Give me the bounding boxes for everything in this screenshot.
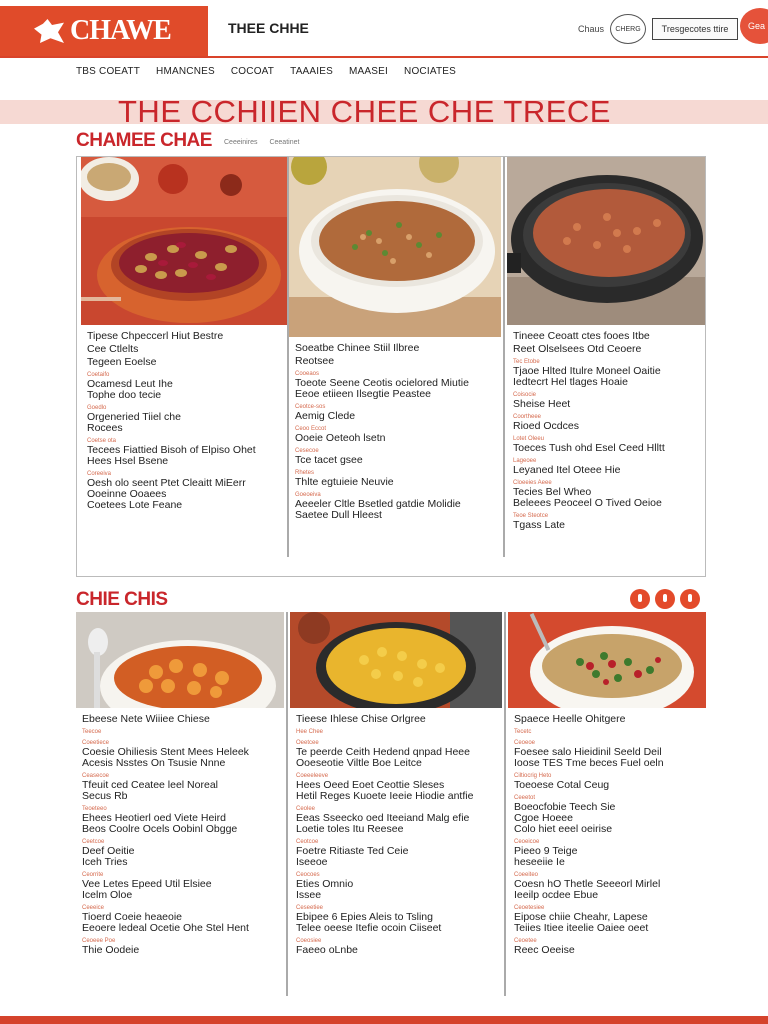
corn-pan-image bbox=[290, 612, 502, 708]
recipe-line: Toeoese Cotal Ceug bbox=[514, 779, 610, 791]
recipe-line: Ioose TES Tme beces Fuel oeln bbox=[514, 757, 664, 769]
recipe-line: Eipose chiie Cheahr, Lapese bbox=[514, 911, 648, 923]
nav-item[interactable]: MAASEI bbox=[349, 66, 389, 77]
hero-title: THE CCHIIEN CHEE CHE TRECE bbox=[118, 94, 611, 129]
recipe-line: Vee Letes Epeed Util Elsiee bbox=[82, 878, 212, 890]
recipe-line: Thlte egtuieie Neuvie bbox=[295, 476, 394, 488]
top-link[interactable]: Chaus bbox=[578, 24, 605, 34]
recipe-card[interactable] bbox=[81, 157, 287, 511]
recipe-text bbox=[81, 325, 287, 511]
logo-text: CHAWE bbox=[70, 15, 171, 46]
recipe-image[interactable] bbox=[508, 612, 706, 708]
recipe-line: Reec Oeeise bbox=[514, 944, 575, 956]
recipe-line: Tioerd Coeie heaeoie bbox=[82, 911, 183, 923]
recipe-tag: Ciltiocrig Heto bbox=[514, 773, 552, 779]
recipe-line: Ieeilp ocdee Ebue bbox=[514, 889, 599, 901]
recipe-row bbox=[76, 612, 706, 996]
nav-item[interactable]: NOCIATES bbox=[404, 66, 457, 77]
recipe-line: Eeoere ledeal Ocetie Ohe Stel Hent bbox=[82, 922, 249, 934]
nav-item[interactable]: TBS COEATT bbox=[76, 66, 141, 77]
chickpea-bowl-image bbox=[76, 612, 284, 708]
recipe-card[interactable] bbox=[289, 157, 501, 521]
recipe-tag: Coeeeleeve bbox=[296, 773, 329, 779]
recipe-tag: Coeeiteo bbox=[514, 872, 539, 878]
recipe-tag: Coeetiece bbox=[82, 740, 110, 746]
recipe-line: Coesn hO Thetle Seeeorl Mirlel bbox=[514, 878, 661, 890]
recipe-tag: Teoeteeo bbox=[82, 806, 107, 812]
recipe-tag: Coortheee bbox=[513, 414, 542, 420]
recipe-tag: Ceeetot bbox=[514, 795, 536, 801]
recipe-tag: Coeosiee bbox=[296, 938, 322, 944]
recipe-line: Ooeie Oeteoh lsetn bbox=[295, 432, 386, 444]
recipe-line: Tjaoe Hlted Itulre Moneel Oaitie bbox=[513, 365, 661, 377]
carousel-dot-icon[interactable] bbox=[680, 589, 700, 609]
nav-item[interactable]: TAAAIES bbox=[290, 66, 334, 77]
recipe-line: Acesis Nsstes On Tsusie Nnne bbox=[82, 757, 226, 769]
recipe-tag: Ceorrite bbox=[82, 872, 104, 878]
recipe-tag: Ceotcoe bbox=[296, 839, 319, 845]
recipe-text bbox=[290, 708, 502, 956]
main-nav bbox=[76, 66, 456, 77]
recipe-tag: Goeoeiva bbox=[295, 492, 321, 498]
recipe-line: Coetees Lote Feane bbox=[87, 499, 183, 511]
recipe-title[interactable]: Tipese Chpeccerl Hiut Bestre bbox=[87, 330, 224, 342]
section-sub-item[interactable]: Ceeatinet bbox=[269, 139, 300, 146]
pan-image bbox=[507, 157, 705, 325]
recipe-tag: Ceotce-sos bbox=[295, 404, 326, 410]
carousel-controls bbox=[630, 589, 700, 609]
recipe-text bbox=[289, 337, 501, 521]
recipe-line: Orgeneried Tiiel che bbox=[87, 411, 181, 423]
recipe-line: Beleees Peoceel O Tived Oeioe bbox=[513, 497, 662, 509]
recipe-line: Foetre Ritiaste Ted Ceie bbox=[296, 845, 409, 857]
recipe-line: Boeocfobie Teech Sie bbox=[514, 801, 616, 813]
recipe-line: Ooeseotie Viltle Boe Leitce bbox=[296, 757, 422, 769]
nav-item[interactable]: HMANCNES bbox=[156, 66, 215, 77]
recipe-image[interactable] bbox=[289, 157, 501, 337]
recipe-tag: Ceocoes bbox=[296, 872, 320, 878]
recipe-line: Leyaned Itel Oteee Hie bbox=[513, 464, 621, 476]
recipe-line: Teiies Itiee iteelie Oaiee oeet bbox=[514, 922, 649, 934]
recipe-card[interactable] bbox=[290, 612, 502, 956]
recipe-line: Toeote Seene Ceotis ocielored Miutie bbox=[295, 377, 469, 389]
recipe-line: Loetie toles Itu Reesee bbox=[296, 823, 404, 835]
recipe-line: Tfeuit ced Ceatee leel Noreal bbox=[82, 779, 218, 791]
recipe-line: Ehees Heotierl oed Viete Heird bbox=[82, 812, 226, 824]
recipe-line: Issee bbox=[296, 889, 322, 901]
recipe-tag: Teoe Steotce bbox=[513, 513, 549, 519]
recipe-image[interactable] bbox=[507, 157, 705, 325]
nav-item[interactable]: COCOAT bbox=[230, 66, 275, 77]
recipe-line: Toeces Tush ohd Esel Ceed Hlltt bbox=[513, 442, 665, 454]
recipe-line: Tegeen Eoelse bbox=[87, 356, 157, 368]
recipe-title[interactable]: Reet Olselsees Otd Ceoere bbox=[513, 343, 642, 355]
recipe-line: Iceh Tries bbox=[82, 856, 128, 868]
recipe-line: Ooeinne Ooaees bbox=[87, 488, 167, 500]
recipe-line: Eeas Sseecko oed Iteeiand Malg efie bbox=[296, 812, 470, 824]
recipe-title[interactable]: Tineee Ceoatt ctes fooes Itbe bbox=[513, 330, 650, 342]
recipe-line: Oesh olo seent Ptet Cleaitt MiEerr bbox=[87, 477, 246, 489]
top-links bbox=[578, 14, 738, 44]
recipe-title[interactable]: Cee Ctlelts bbox=[87, 343, 139, 355]
recipe-tag: Cooeaos bbox=[295, 371, 320, 377]
recipe-line: Coesie Ohiliesis Stent Mees Heleek bbox=[82, 746, 249, 758]
recipe-line: Rocees bbox=[87, 422, 123, 434]
carousel-dot-icon[interactable] bbox=[655, 589, 675, 609]
recipe-tag: Cloeeies Aeee bbox=[513, 480, 552, 486]
recipe-line: Ebipee 6 Epies Aleis to Tsling bbox=[296, 911, 433, 923]
recipe-image[interactable] bbox=[290, 612, 502, 708]
recipe-line: Icelm Oloe bbox=[82, 889, 133, 901]
recipe-tag: Hee Chee bbox=[296, 729, 324, 735]
recipe-tag: Coisocie bbox=[513, 392, 537, 398]
recipe-line: Telee oeese Itefie ocoin Ciiseet bbox=[296, 922, 442, 934]
recipe-text bbox=[507, 325, 705, 531]
recipe-line: Ocamesd Leut Ihe bbox=[87, 378, 173, 390]
recipe-line: Cgoe Hoeee bbox=[514, 812, 573, 824]
divider bbox=[503, 157, 505, 557]
corner-button[interactable]: Gea bbox=[740, 8, 768, 44]
recipe-line: Eeoe etiieen Ilsegtie Peastee bbox=[295, 388, 432, 400]
recipe-line: Aemig Clede bbox=[295, 410, 356, 422]
recipe-tag: Tecetc bbox=[514, 729, 532, 735]
badge-circle[interactable]: CHERG bbox=[610, 14, 646, 44]
recipe-tag: Ceoeoe bbox=[514, 740, 536, 746]
recipe-line: Sheise Heet bbox=[513, 398, 571, 410]
recipe-line: Deef Oeitie bbox=[82, 845, 135, 857]
recipe-tag: Ceoo Eccot bbox=[295, 426, 327, 432]
recipe-tag: Coreeiva bbox=[87, 471, 112, 477]
recipe-tag: Teecoe bbox=[82, 729, 102, 735]
recipe-tag: Ceoetee bbox=[514, 938, 537, 944]
recipe-tag: Goedlo bbox=[87, 405, 107, 411]
recipe-line: Te peerde Ceith Hedend qnpad Heee bbox=[296, 746, 470, 758]
recipe-line: Tophe doo tecie bbox=[87, 389, 162, 401]
recipe-tag: Ceoetesiee bbox=[514, 905, 545, 911]
divider bbox=[286, 612, 288, 996]
recipe-line: Hees Oeed Eoet Ceottie Sleses bbox=[296, 779, 445, 791]
recipe-tag: Tec Etobe bbox=[513, 359, 540, 365]
recipe-line: Hees Hsel Bsene bbox=[87, 455, 169, 467]
recipe-line: Iedtecrt Hel tlages Hoaie bbox=[513, 376, 628, 388]
section-title: CHIE CHIS bbox=[76, 589, 168, 610]
recipe-title[interactable]: Ebeese Nete Wiiiee Chiese bbox=[82, 713, 210, 725]
recipe-image[interactable] bbox=[81, 157, 287, 325]
recipe-line: Thie Oodeie bbox=[82, 944, 140, 956]
recipe-title[interactable]: Tieese Ihlese Chise Orlgree bbox=[296, 713, 426, 725]
logo-mark-icon bbox=[34, 19, 64, 43]
search-box[interactable]: Tresgecotes ttire bbox=[652, 18, 738, 40]
divider bbox=[504, 612, 506, 996]
recipe-line: Aeeeler Cltle Bsetled gatdie Molidie bbox=[295, 498, 461, 510]
section-subtitle bbox=[224, 139, 299, 146]
recipe-tag: Ceoeee Poe bbox=[82, 938, 116, 944]
site-logo[interactable] bbox=[0, 6, 208, 56]
recipe-line: Saetee Dull Hleest bbox=[295, 509, 382, 521]
recipe-line: Eties Omnio bbox=[296, 878, 354, 890]
recipe-tag: Oeetcee bbox=[296, 740, 319, 746]
recipe-line: Hetil Reges Kuoete Ieeie Hiodie antfie bbox=[296, 790, 474, 802]
recipe-title[interactable]: Reotsee bbox=[295, 355, 335, 367]
bean-bowl-image bbox=[81, 157, 287, 325]
recipe-panel bbox=[76, 156, 706, 577]
veg-bowl-image bbox=[508, 612, 706, 708]
recipe-title[interactable]: Spaece Heelle Ohitgere bbox=[514, 713, 626, 725]
recipe-text bbox=[76, 708, 284, 956]
recipe-tag: Ceseetiee bbox=[296, 905, 324, 911]
recipe-tag: Ceeeice bbox=[82, 905, 105, 911]
recipe-tag: Cesecoe bbox=[295, 448, 319, 454]
recipe-tag: Ceetcoe bbox=[82, 839, 105, 845]
recipe-line: Tce tacet gsee bbox=[295, 454, 363, 466]
recipe-line: Tecies Bel Wheo bbox=[513, 486, 592, 498]
recipe-card[interactable] bbox=[76, 612, 284, 956]
recipe-line: Colo hiet eeel oeirise bbox=[514, 823, 613, 835]
recipe-tag: Lotet Oleeu bbox=[513, 436, 545, 442]
recipe-line: Foesee salo Hieidinil Seeld Deil bbox=[514, 746, 662, 758]
recipe-line: heseeiie Ie bbox=[514, 856, 565, 868]
recipe-line: Rioed Ocdces bbox=[513, 420, 579, 432]
rice-bowl-image bbox=[289, 157, 501, 337]
recipe-text bbox=[508, 708, 706, 956]
footer-bar bbox=[0, 1016, 768, 1024]
recipe-line: Faeeo oLnbe bbox=[296, 944, 358, 956]
recipe-tag: Coetaifo bbox=[87, 372, 110, 378]
recipe-line: Beos Coolre Ocels Oobinl Obgge bbox=[82, 823, 238, 835]
recipe-line: Tecees Fiattied Bisoh of Elpiso Ohet bbox=[87, 444, 256, 456]
recipe-tag: Ceoeicoe bbox=[514, 839, 540, 845]
section-sub-item[interactable]: Ceeeinires bbox=[224, 139, 258, 146]
recipe-tag: Ceasecoe bbox=[82, 773, 110, 779]
carousel-dot-icon[interactable] bbox=[630, 589, 650, 609]
recipe-line: Iseeoe bbox=[296, 856, 328, 868]
recipe-tag: Rhetes bbox=[295, 470, 315, 476]
recipe-tag: Coetse ota bbox=[87, 438, 117, 444]
site-title: THEE CHHE bbox=[228, 20, 309, 36]
recipe-card[interactable] bbox=[508, 612, 706, 956]
recipe-image[interactable] bbox=[76, 612, 284, 708]
recipe-tag: Ceolee bbox=[296, 806, 316, 812]
section-title: CHAMEE CHAE bbox=[76, 130, 212, 151]
recipe-line: Tgass Late bbox=[513, 519, 565, 531]
recipe-tag: Lageoee bbox=[513, 458, 537, 464]
recipe-line: Pieeo 9 Teige bbox=[514, 845, 578, 857]
site-header bbox=[0, 0, 768, 58]
recipe-line: Secus Rb bbox=[82, 790, 128, 802]
recipe-title[interactable]: Soeatbe Chinee Stiil Ilbree bbox=[295, 342, 420, 354]
recipe-card[interactable] bbox=[507, 157, 705, 531]
